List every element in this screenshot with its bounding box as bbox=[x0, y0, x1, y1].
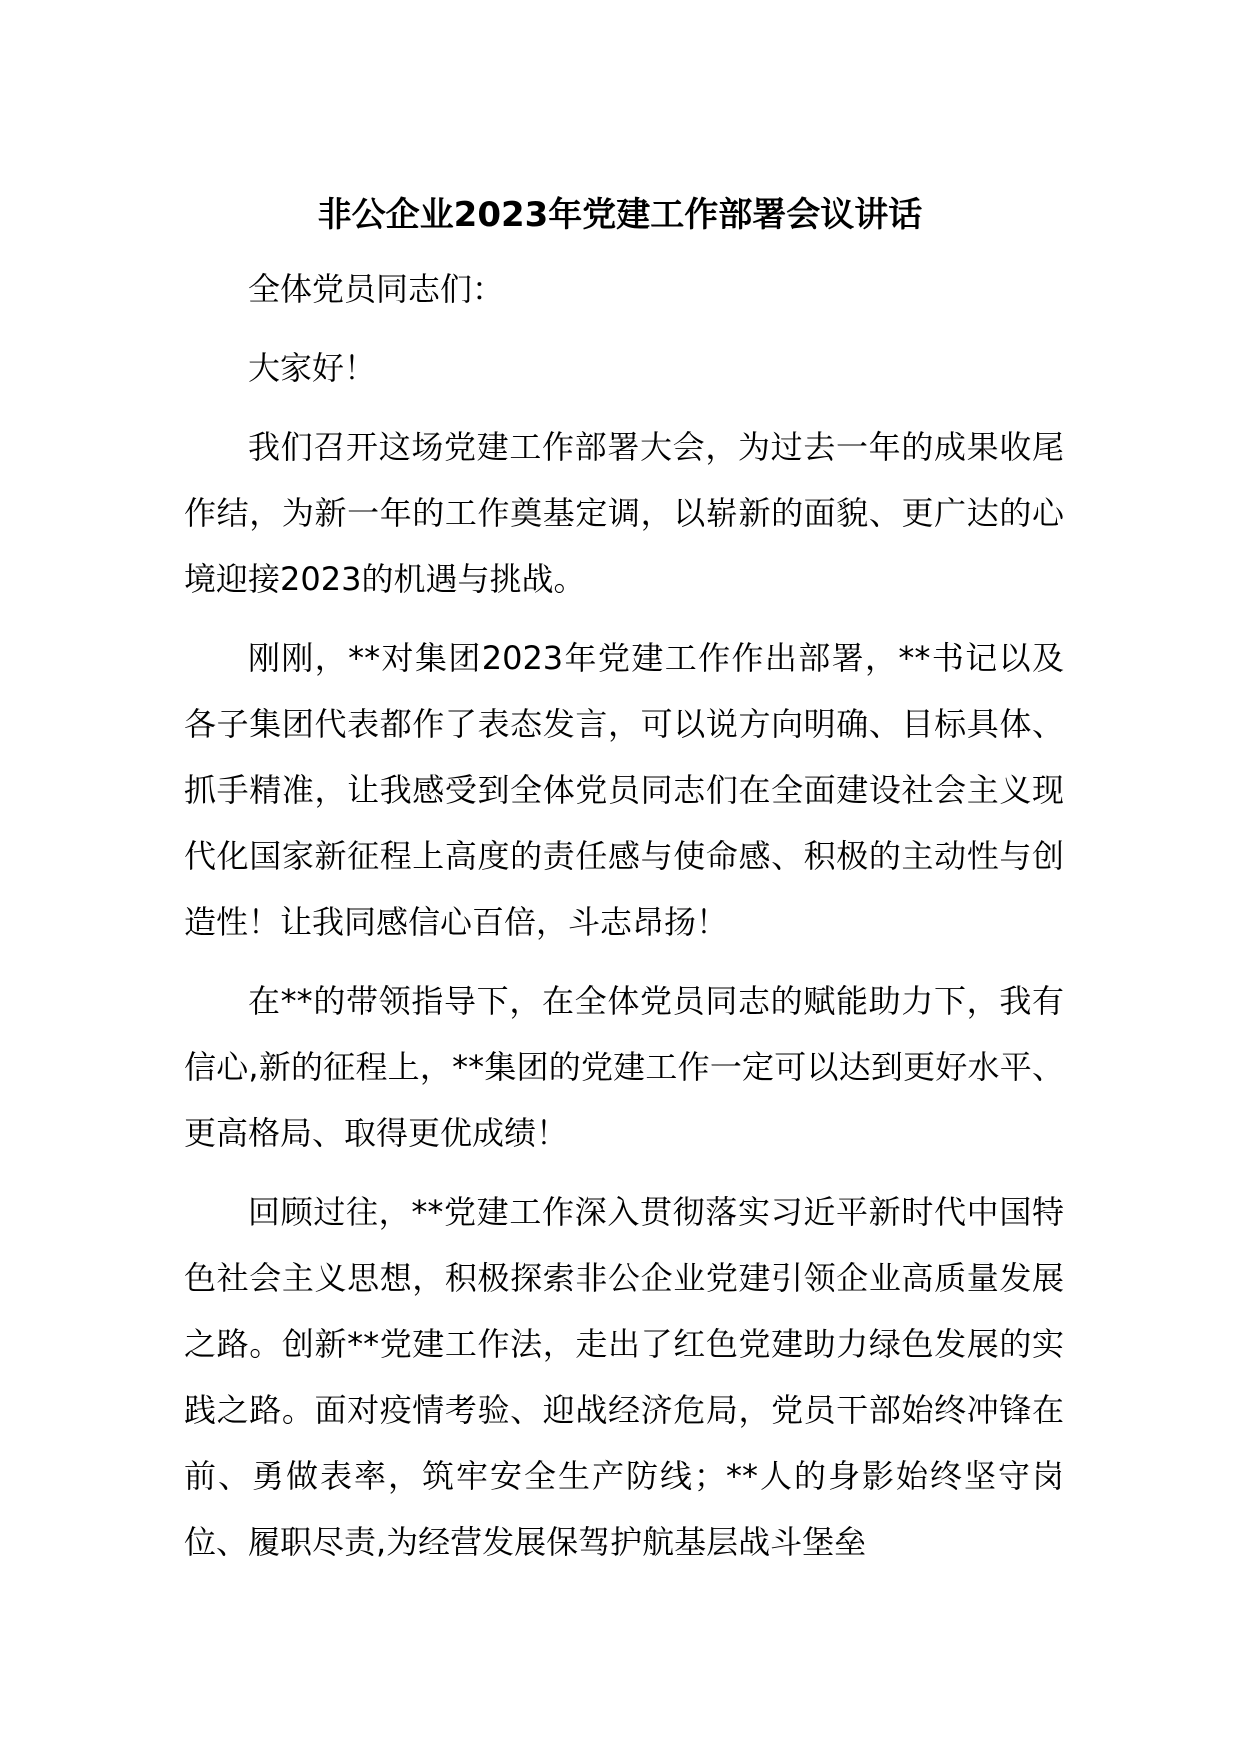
salutation: 全体党员同志们： bbox=[248, 270, 505, 308]
document-body bbox=[184, 256, 1064, 1588]
paragraph: 刚刚，**对集团2023年党建工作作出部署，**书记以及各子集团代表都作了表态发言，可以说方向明确、目标具体、抓手精准，让我感受到全体党员同志们在全面建设社会主义现代化国家新征程上高度的责任感与使命感、积极的主动性与创造性！让我同感信心百倍，斗志昂扬！ bbox=[184, 639, 1064, 941]
document-title: 非公企业2023年党建工作部署会议讲话 bbox=[317, 195, 923, 235]
paragraph: 回顾过往，**党建工作深入贯彻落实习近平新时代中国特色社会主义思想，积极探索非公企业党建引领企业高质量发展之路。创新**党建工作法，走出了红色党建助力绿色发展的实践之路。面对疫情考验、迎战经济危局，党员干部始终冲锋在前、勇做表率，筑牢安全生产防线；**人的身影始终坚守岗位、履职尽责,为经营发展保驾护航基层战斗堡垒 bbox=[184, 1193, 1064, 1561]
greeting: 大家好！ bbox=[248, 349, 377, 387]
paragraph: 在**的带领指导下，在全体党员同志的赋能助力下，我有信心,新的征程上，**集团的党建工作一定可以达到更好水平、更高格局、取得更优成绩！ bbox=[184, 982, 1064, 1152]
paragraph: 我们召开这场党建工作部署大会，为过去一年的成果收尾作结，为新一年的工作奠基定调，以崭新的面貌、更广达的心境迎接2023的机遇与挑战。 bbox=[184, 428, 1064, 598]
